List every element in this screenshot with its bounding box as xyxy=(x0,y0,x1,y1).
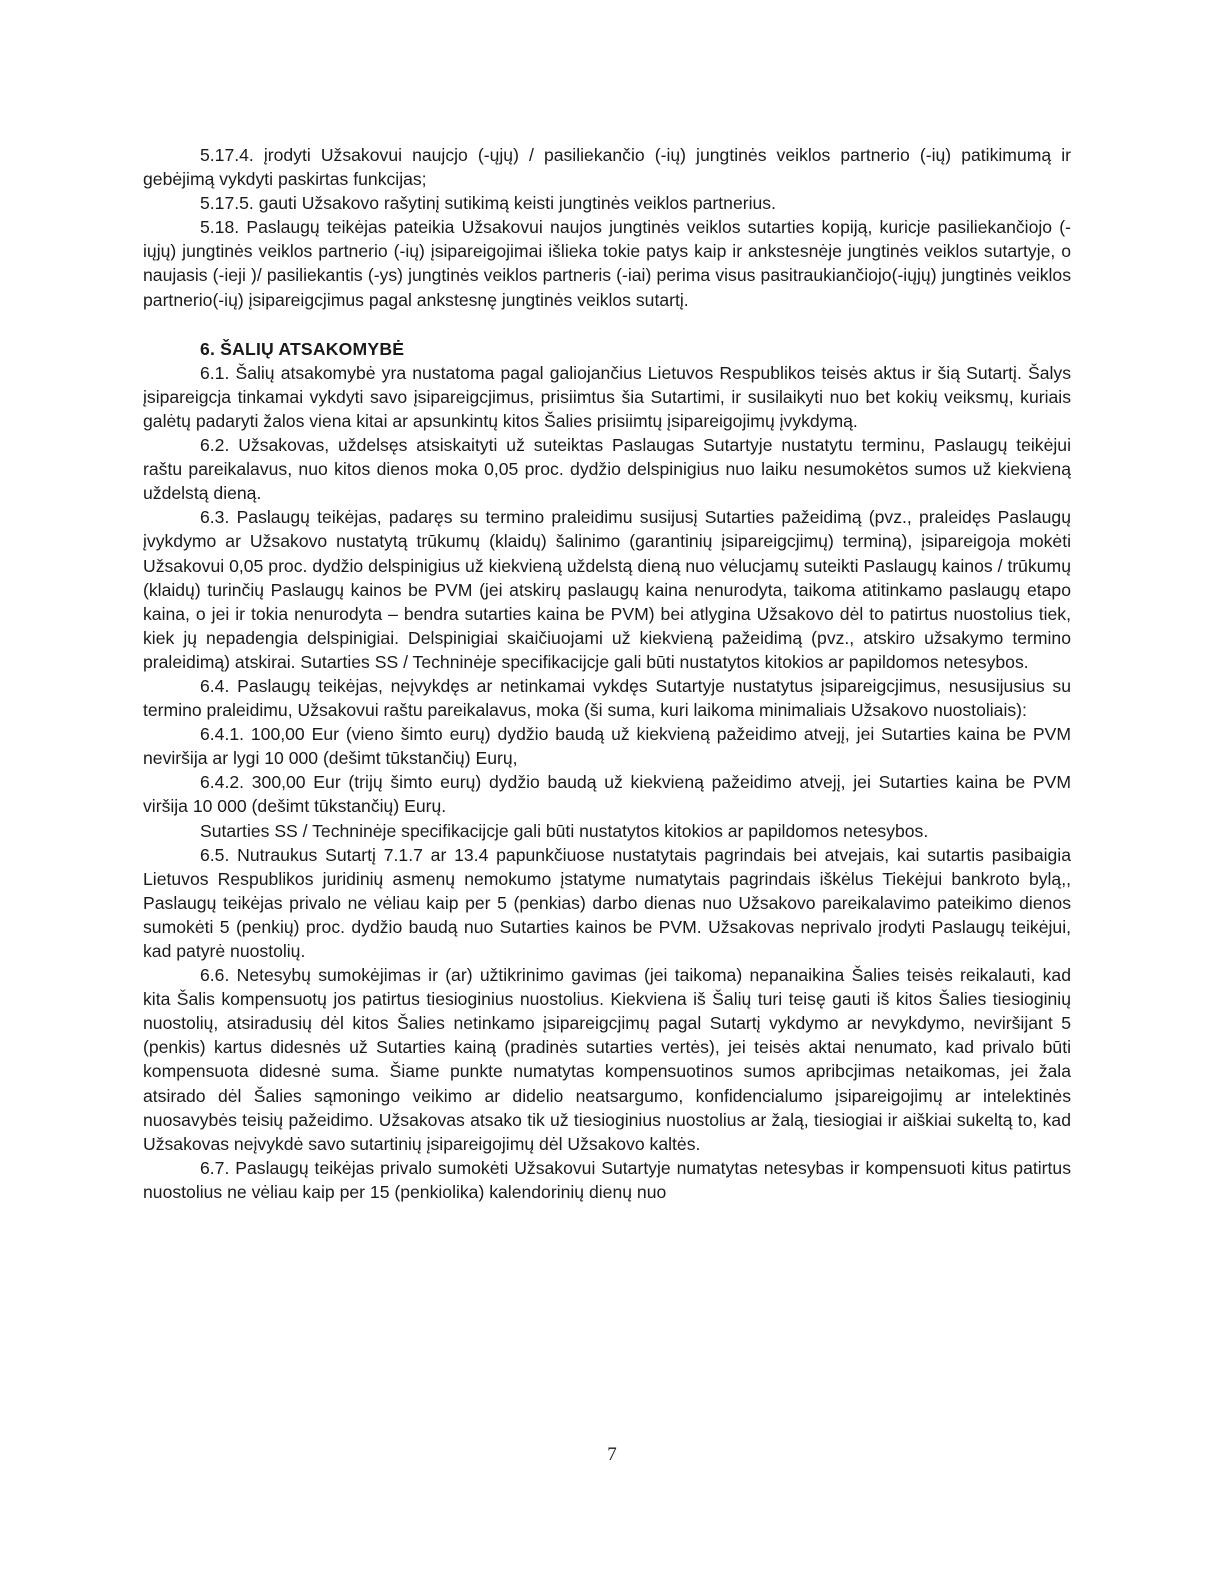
paragraph-6-6: 6.6. Netesybų sumokėjimas ir (ar) užtikrinimo gavimas (jei taikoma) nepanaikina Šalies teisės reikalauti, kad kita Šalis kompensuotų jos patirtus tiesioginius nuostolius. Kiekviena iš Šalių turi teisę gauti iš kitos Šalies tiesioginių nuostolių, atsiradusių dėl kitos Šalies netinkamo įsipareigcjimų pagal Sutartį vykdymo ar nevykdymo, neviršijant 5 (penkis) kartus didesnės už Sutarties kainą (pradinės sutarties vertės), jei teisės aktai nenumato, kad privalo būti kompensuota didesnė suma. Šiame punkte numatytas kompensuotinos sumos apribcjimas netaikomas, jei žala atsirado dėl Šalies sąmoningo veikimo ar didelio neatsargumo, konfidencialumo įsipareigojimų ar intelektinės nuosavybės teisių pažeidimo. Užsakovas atsako tik už tiesioginius nuostolius ar žalą, tiesiogiai ir aiškiai sukeltą to, kad Užsakovas neįvykdė savo sutartinių įsipareigojimų dėl Užsakovo kaltės. xyxy=(143,965,1071,1154)
paragraph-6-4-1: 6.4.1. 100,00 Eur (vieno šimto eurų) dydžio baudą už kiekvieną pažeidimo atvejį, jei Sutarties kaina be PVM neviršija ar lygi 10 000 (dešimt tūkstančių) Eurų, xyxy=(143,724,1071,769)
paragraph-6-3: 6.3. Paslaugų teikėjas, padaręs su termino praleidimu susijusį Sutarties pažeidimą (pvz., praleidęs Paslaugų įvykdymo ar Užsakovo nustatytą trūkumų (klaidų) šalinimo (garantinių įsipareigcjimų) terminą), įsipareigoja mokėti Užsakovui 0,05 proc. dydžio delspinigius už kiekvieną uždelstą dieną nuo vėlucjamų suteikti Paslaugų kainos / trūkumų (klaidų) turinčių Paslaugų kainos be PVM (jei atskirų paslaugų kaina nenurodyta, taikoma atitinkamo paslaugų etapo kaina, o jei ir tokia nenurodyta – bendra sutarties kaina be PVM) bei atlygina Užsakovo dėl to patirtus nuostolius tiek, kiek jų nepadengia delspinigiai. Delspinigiai skaičiuojami už kiekvieną pažeidimą (pvz., atskiro užsakymo termino praleidimą) atskirai. Sutarties SS / Techninėje specifikacijcje gali būti nustatytos kitokios ar papildomos netesybos. xyxy=(143,507,1071,672)
section-heading: 6. ŠALIŲ ATSAKOMYBĖ xyxy=(200,338,405,359)
paragraph-6-4-note: Sutarties SS / Techninėje specifikacijcje gali būti nustatytos kitokios ar papildomos netesybos. xyxy=(200,820,929,841)
paragraph-5-17-4: 5.17.4. įrodyti Užsakovui naujcjo (-ųjų) / pasiliekančio (-ių) jungtinės veiklos partnerio (-ių) patikimumą ir gebėjimą vykdyti paskirtas funkcijas; xyxy=(143,145,1071,190)
paragraph-6-4-2: 6.4.2. 300,00 Eur (trijų šimto eurų) dydžio baudą už kiekvieną pažeidimo atvejį, jei Sutarties kaina be PVM viršija 10 000 (dešimt tūkstančių) Eurų. xyxy=(143,772,1071,817)
paragraph-6-2: 6.2. Užsakovas, uždelsęs atsiskaityti už suteiktas Paslaugas Sutartyje nustatytu terminu, Paslaugų teikėjui raštu pareikalavus, nuo kitos dienos moka 0,05 proc. dydžio delspinigius nuo laiku nesumokėtos sumos už kiekvieną uždelstą dieną. xyxy=(143,435,1071,504)
paragraph-6-1: 6.1. Šalių atsakomybė yra nustatoma pagal galiojančius Lietuvos Respublikos teisės aktus ir šią Sutartį. Šalys įsipareigcja tinkamai vykdyti savo įsipareigcjimus, prisiimtus šia Sutartimi, ir susilaikyti nuo bet kokių veiksmų, kuriais galėtų padaryti žalos viena kitai ar apsunkintų kitos Šalies prisiimtų įsipareigojimų įvykdymą. xyxy=(143,362,1071,431)
paragraph-6-5: 6.5. Nutraukus Sutartį 7.1.7 ar 13.4 papunkčiuose nustatytais pagrindais bei atvejais, kai sutartis pasibaigia Lietuvos Respublikos juridinių asmenų nemokumo įstatyme numatytais pagrindais iškėlus Tiekėjui bankroto bylą,, Paslaugų teikėjas privalo ne vėliau kaip per 5 (penkias) darbo dienas nuo Užsakovo pareikalavimo pateikimo dienos sumokėti 5 (penkių) proc. dydžio baudą nuo Sutarties kainos be PVM. Užsakovas neprivalo įrodyti Paslaugų teikėjui, kad patyrė nuostolių. xyxy=(143,844,1071,961)
paragraph-5-18: 5.18. Paslaugų teikėjas pateikia Užsakovui naujos jungtinės veiklos sutarties kopiją, kuricje pasiliekančiojo (-iųjų) jungtinės veiklos partnerio (-ių) įsipareigojimai išlieka tokie patys kaip ir ankstesnėje jungtinės veiklos sutartyje, o naujasis (-ieji )/ pasiliekantis (-ys) jungtinės veiklos partneris (-iai) perima visus pasitraukiančiojo(-iųjų) jungtinės veiklos partnerio(-ių) įsipareigcjimus pagal ankstesnę jungtinės veiklos sutartį. xyxy=(143,217,1071,310)
paragraph-6-4: 6.4. Paslaugų teikėjas, neįvykdęs ar netinkamai vykdęs Sutartyje nustatytus įsipareigcjimus, nesusijusius su termino praleidimu, Užsakovui raštu pareikalavus, moka (ši suma, kuri laikoma minimaliais Užsakovo nuostoliais): xyxy=(143,675,1071,721)
page-number: 7 xyxy=(607,1444,617,1465)
paragraph-6-7: 6.7. Paslaugų teikėjas privalo sumokėti Užsakovui Sutartyje numatytas netesybas ir kompensuoti kitus patirtus nuostolius ne vėliau kaip per 15 (penkiolika) kalendorinių dienų nuo xyxy=(143,1157,1071,1202)
paragraph-5-17-5: 5.17.5. gauti Užsakovo rašytinį sutikimą keisti jungtinės veiklos partnerius. xyxy=(200,193,776,214)
document-page xyxy=(143,143,1071,1204)
